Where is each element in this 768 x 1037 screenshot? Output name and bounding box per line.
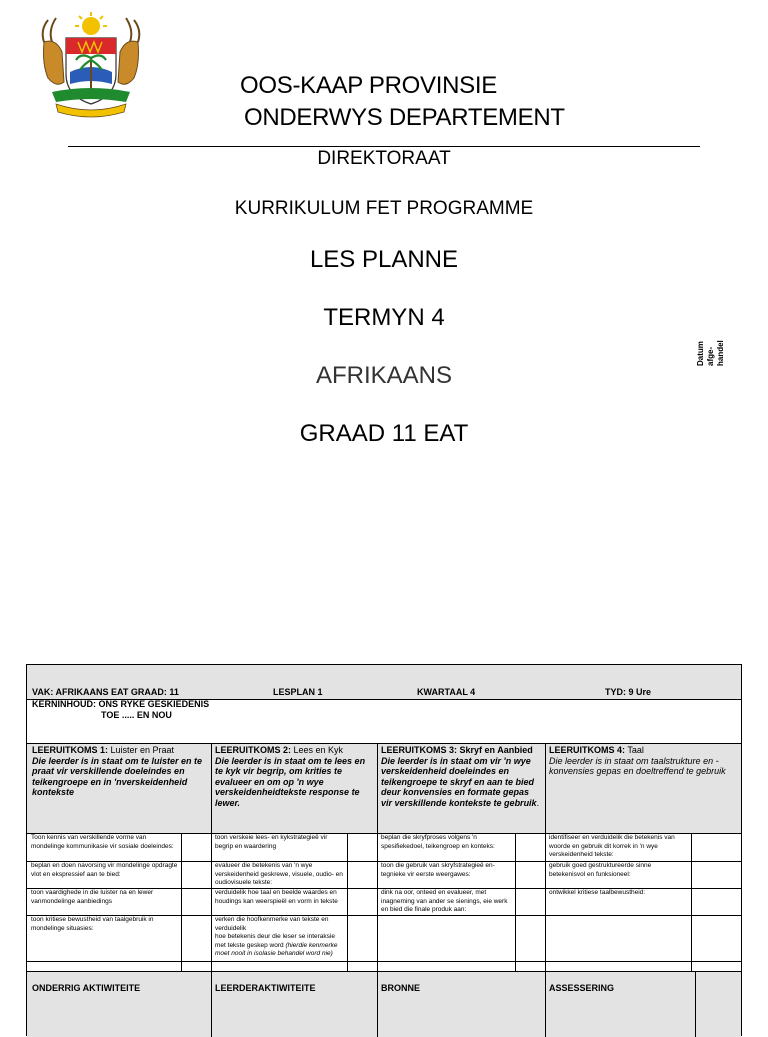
lesson-plan-table: [26, 664, 742, 1036]
as-2-1: toon verskeie lees- en kykstrategieë vir begrip en waardering: [215, 834, 328, 850]
as-3-2: toon die gebruik van skryfstrategieë en-tegnieke vir eerste weergawes:: [381, 862, 495, 878]
department-name: ONDERWYS DEPARTEMENT: [244, 104, 565, 131]
resources-heading: BRONNE: [381, 983, 421, 993]
assessment-heading: ASSESSERING: [549, 983, 615, 993]
core-content-continued: TOE ..... EN NOU: [101, 710, 172, 720]
province-name: OOS-KAAP PROVINSIE: [240, 72, 497, 99]
outcome-3: LEERUITKOMS 3: Skryf en Aanbied Die leerder is in staat om vir 'n wye verskeidenheid doeleindes en teikengroepe te skryf en aan te bied deur konvensies en formate gepas vir verskillende kontekste te gebruik.: [381, 745, 540, 808]
as-2-4: verken die hoofkenmerke van tekste en verduidelik hoe betekenis deur die leser se interaksie met tekste geskep word (hierdie kenmerke moet nooit in isolasie behandel word nie): [215, 916, 338, 957]
as-1-1: Toon kennis van verskillende vorme van mondelinge kommunikasie vir sosiale doeleindes:: [31, 834, 174, 850]
time-field: TYD: 9 Ure: [605, 687, 652, 697]
outcome-4: LEERUITKOMS 4: Taal Die leerder is in staat om taalstrukture en -konvensies gepas en doeltreffend te gebruik: [549, 745, 726, 776]
as-4-3: ontwikkel kritiese taalbewustheid:: [549, 889, 646, 896]
as-4-1: identifiseer en verduidelik die betekenis van woorde en gebruik dit korrek in 'n wye verskeidenheid tekste:: [549, 834, 675, 858]
quarter-field: KWARTAAL 4: [417, 687, 476, 697]
provincial-crest-icon: [34, 12, 148, 118]
subject-title: AFRIKAANS: [315, 362, 453, 389]
as-1-4: toon kritiese bewustheid van taalgebruik in mondelinge situasies:: [31, 916, 154, 932]
learner-activities-heading: LEERDERAKTIWITEITE: [215, 983, 316, 993]
grade-title: GRAAD 11 EAT: [299, 420, 469, 447]
as-4-2: gebruik goed gestruktureerde sinne betekenisvol en funksioneel:: [549, 862, 652, 878]
as-2-2: evalueer die betekenis van 'n wye verskeidenheid geskrewe, visuele, oudio- en oudiovisuele tekste:: [215, 862, 343, 886]
teaching-activities-heading: ONDERRIG AKTIWITEITE: [32, 983, 141, 993]
outcome-1: LEERUITKOMS 1: Luister en Praat Die leerder is in staat om te luister en te praat vir verskillende doeleindes en teikengroepe en in 'nverskeidenheid kontekste: [32, 745, 203, 797]
programme-title: KURRIKULUM FET PROGRAMME: [234, 198, 534, 219]
date-completed-heading: Datum afge- handel: [696, 340, 725, 366]
as-3-1: beplan die skryfproses volgens 'n spesifiekedoel, teikengroep en konteks:: [381, 834, 495, 850]
subject-grade-field: VAK: AFRIKAANS EAT GRAAD: 11: [32, 687, 179, 697]
outcome-2: LEERUITKOMS 2: Lees en Kyk Die leerder is in staat om te lees en te kyk vir begrip, om krities te evalueer en om op 'n wye verskeidenheidtekste response te lewer.: [215, 745, 366, 808]
document-title: LES PLANNE: [309, 246, 459, 273]
as-2-3: verduidelik hoe taal en beelde waardes en houdings kan weerspieël en vorm in tekste: [215, 889, 338, 905]
core-content-label: KERNINHOUD: ONS RYKE GESKIEDENIS: [32, 699, 210, 709]
lesson-plan-number: LESPLAN 1: [273, 687, 323, 697]
as-1-3: toon vaardighede in die luister na en lewer vanmondelinge aanbiedings: [31, 889, 154, 905]
directorate-title: DIREKTORAAT: [317, 148, 451, 169]
header-rule: [68, 146, 700, 147]
term-title: TERMYN 4: [323, 304, 445, 331]
bottom-band: [27, 971, 741, 1037]
as-1-2: beplan en doen navorsing vir mondelinge opdragte vlot en ekspressief aan te bied:: [31, 862, 178, 878]
as-3-3: dink na oor, onteed en evalueer, met inagneming van ander se sienings, eie werk en bied die finale produk aan:: [381, 889, 508, 913]
